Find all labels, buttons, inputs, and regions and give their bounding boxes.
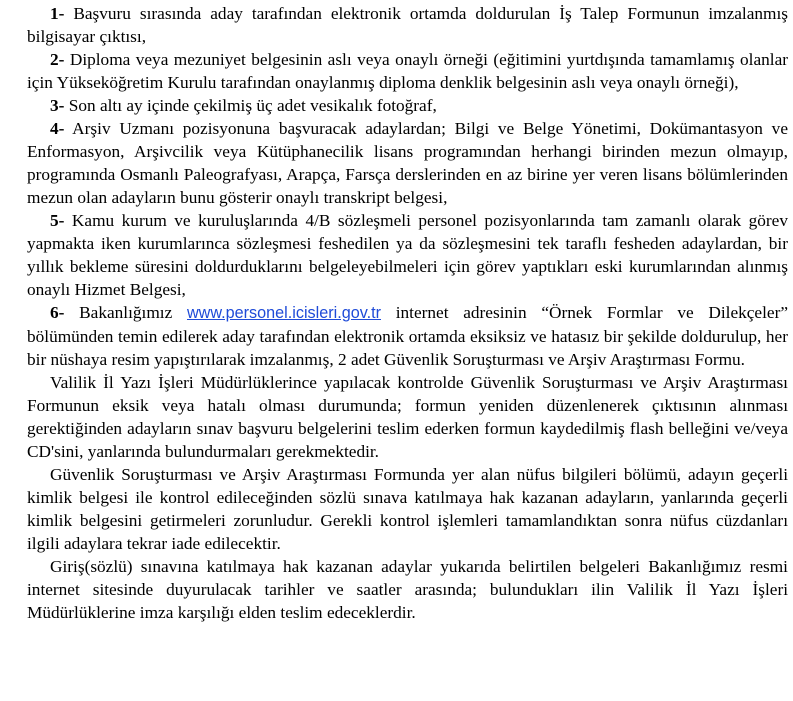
list-item-6 — [27, 301, 788, 371]
item-text-after-link: internet adresinin “Örnek Formlar ve Dilekçeler” bölümünden temin edilerek aday tarafından elektronik ortamda eksiksiz ve hatasız bir şekilde doldurulup, her bir nüshaya resim yapıştırılarak imzalanmış, 2 adet Güvenlik Soruşturması ve Arşiv Araştırması Formu. — [27, 303, 788, 369]
paragraph-form-check: Valilik İl Yazı İşleri Müdürlüklerince yapılacak kontrolde Güvenlik Soruşturması ve Arşiv Araştırması Formunun eksik veya hatalı olması durumunda; formun yeniden düzenlenerek çıktısının alınması gerektiğinden adayların sınav başvuru belgelerini teslim ederken formun kaydedilmiş flash belleğini ve/veya CD'sini, yanlarında bulundurmaları gerekmektedir. — [27, 373, 788, 461]
list-item-3 — [27, 94, 788, 117]
item-text: Kamu kurum ve kuruluşlarında 4/B sözleşmeli personel pozisyonlarında tam zamanlı olarak görev yapmakta iken kurumlarınca sözleşmesi feshedilen ya da sözleşmesini tek taraflı fesheden adaylardan, bir yıllık bekleme süresini doldurduklarını belgeleyebilmeleri için görev yaptıkları eski kurumlarından alınmış onaylı Hizmet Belgesi, — [27, 211, 788, 299]
item-text: Başvuru sırasında aday tarafından elektronik ortamda doldurulan İş Talep Formunun imzalanmış bilgisayar çıktısı, — [27, 4, 788, 46]
item-number: 6- — [50, 303, 65, 322]
personnel-website-link[interactable]: www.personel.icisleri.gov.tr — [186, 304, 381, 322]
paragraph-identity-check: Güvenlik Soruşturması ve Arşiv Araştırması Formunda yer alan nüfus bilgileri bölümü, adayın geçerli kimlik belgesi ile kontrol edileceğinden sözlü sınava katılmaya hak kazanan adayların, yanlarında geçerli kimlik belgesini getirmeleri zorunludur. Gerekli kontrol işlemleri tamamlandıktan sonra nüfus cüzdanları ilgili adaylara tekrar iade edilecektir. — [27, 465, 788, 553]
item-number: 4- — [50, 119, 65, 138]
item-number: 3- — [50, 96, 65, 115]
list-item-4 — [27, 117, 788, 209]
item-number: 1- — [50, 4, 65, 23]
item-text: Diploma veya mezuniyet belgesinin aslı veya onaylı örneği (eğitimini yurtdışında tamamlamış olanlar için Yükseköğretim Kurulu tarafından onaylanmış diploma denklik belgesinin aslı veya onaylı örneği), — [27, 50, 788, 92]
list-item-1 — [27, 2, 788, 48]
item-text: Son altı ay içinde çekilmiş üç adet vesikalık fotoğraf, — [64, 96, 437, 115]
list-item-5 — [27, 209, 788, 301]
item-number: 5- — [50, 211, 65, 230]
item-number: 2- — [50, 50, 65, 69]
list-item-2 — [27, 48, 788, 94]
paragraph-document-submission: Giriş(sözlü) sınavına katılmaya hak kazanan adaylar yukarıda belirtilen belgeleri Bakanlığımız resmi internet sitesinde duyurulacak tarihler ve saatler arasında; bulundukları ilin Valilik İl Yazı İşleri Müdürlüklerine imza karşılığı elden teslim edeceklerdir. — [27, 557, 788, 622]
item-text-before-link: Bakanlığımız — [64, 303, 187, 322]
item-text: Arşiv Uzmanı pozisyonuna başvuracak adaylardan; Bilgi ve Belge Yönetimi, Dokümantasyon ve Enformasyon, Arşivcilik veya Kütüphanecilik lisans programından herhangi birinden mezun olmayıp, programında Osmanlı Paleografyası, Arapça, Farsça derslerinden en az birine yer veren lisans bölümlerinden mezun olan adayların bunu gösterir onaylı transkript belgesi, — [27, 119, 788, 207]
